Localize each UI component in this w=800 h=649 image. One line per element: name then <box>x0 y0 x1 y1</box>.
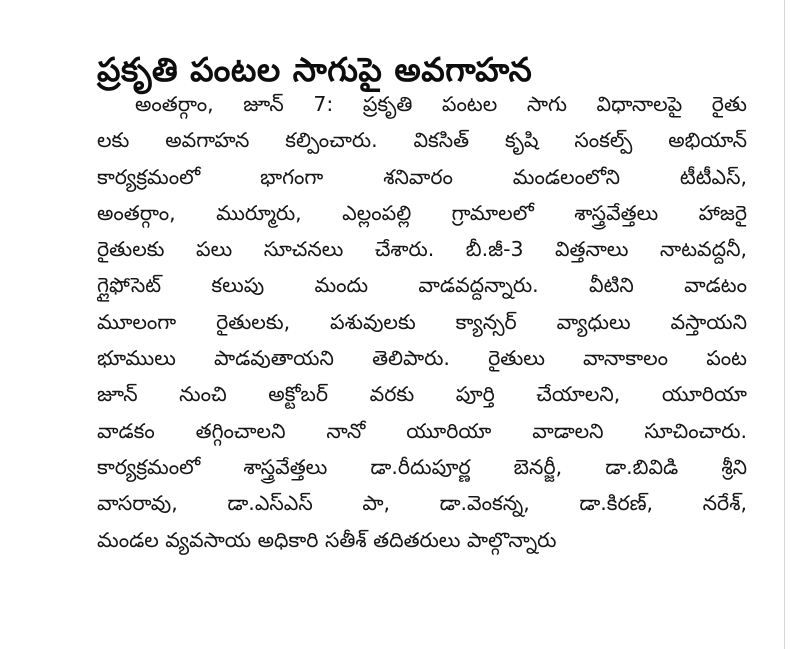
article-line: మూలంగా రైతులకు, పశువులకు క్యాన్సర్ వ్యాధులు వస్తాయని <box>97 309 747 334</box>
article-line: కార్యక్రమంలో భాగంగా శనివారం మండలంలోని టీటీఎస్, <box>97 164 747 189</box>
article-line: జూన్ నుంచి అక్టోబర్ వరకు పూర్తి చేయాలని, యూరియా <box>97 382 747 407</box>
article-line: వాసరావు, డా.ఎస్ఎస్ పా, డా.వెంకన్న, డా.కిరణ్, నరేశ్, <box>97 491 747 516</box>
article-line: కార్యక్రమంలో శాస్త్రవేత్తలు డా.రీదుపూర్ణ బెనర్జీ, డా.బివిడి శ్రీని <box>97 454 747 479</box>
article-line: గ్లైఫోసెట్ కలుపు మందు వాడవద్దన్నారు. వీటిని వాడటం <box>97 273 747 298</box>
article-line: అంతర్గాం, జూన్ 7: ప్రకృతి పంటల సాగు విధానాలపై రైతు <box>135 92 747 116</box>
article-line: వాడకం తగ్గించాలని నానో యూరియా వాడాలని సూచించారు. <box>97 418 747 443</box>
article-line: మండల వ్యవసాయ అధికారి సతీశ్ తదితరులు పాల్గొన్నారు <box>97 527 557 552</box>
article-headline: ప్రకృతి పంటల సాగుపై అవగాహన <box>97 50 533 90</box>
article-line: రైతులకు పలు సూచనలు చేశారు. బీ.జీ-3 విత్తనాలు నాటవద్దనీ, <box>97 237 747 262</box>
article-line: లకు అవగాహన కల్పించారు. వికసిత్ కృషి సంకల్ప్ అభియాన్ <box>97 128 747 153</box>
column-divider <box>784 0 785 649</box>
article-line: భూములు పాడవుతాయని తెలిపారు. రైతులు వానాకాలం పంట <box>97 346 747 371</box>
article-line: అంతర్గాం, ముర్మూరు, ఎల్లంపల్లి గ్రామాలలో శాస్త్రవేత్తలు హాజరై <box>97 200 747 225</box>
article-body <box>97 86 747 558</box>
